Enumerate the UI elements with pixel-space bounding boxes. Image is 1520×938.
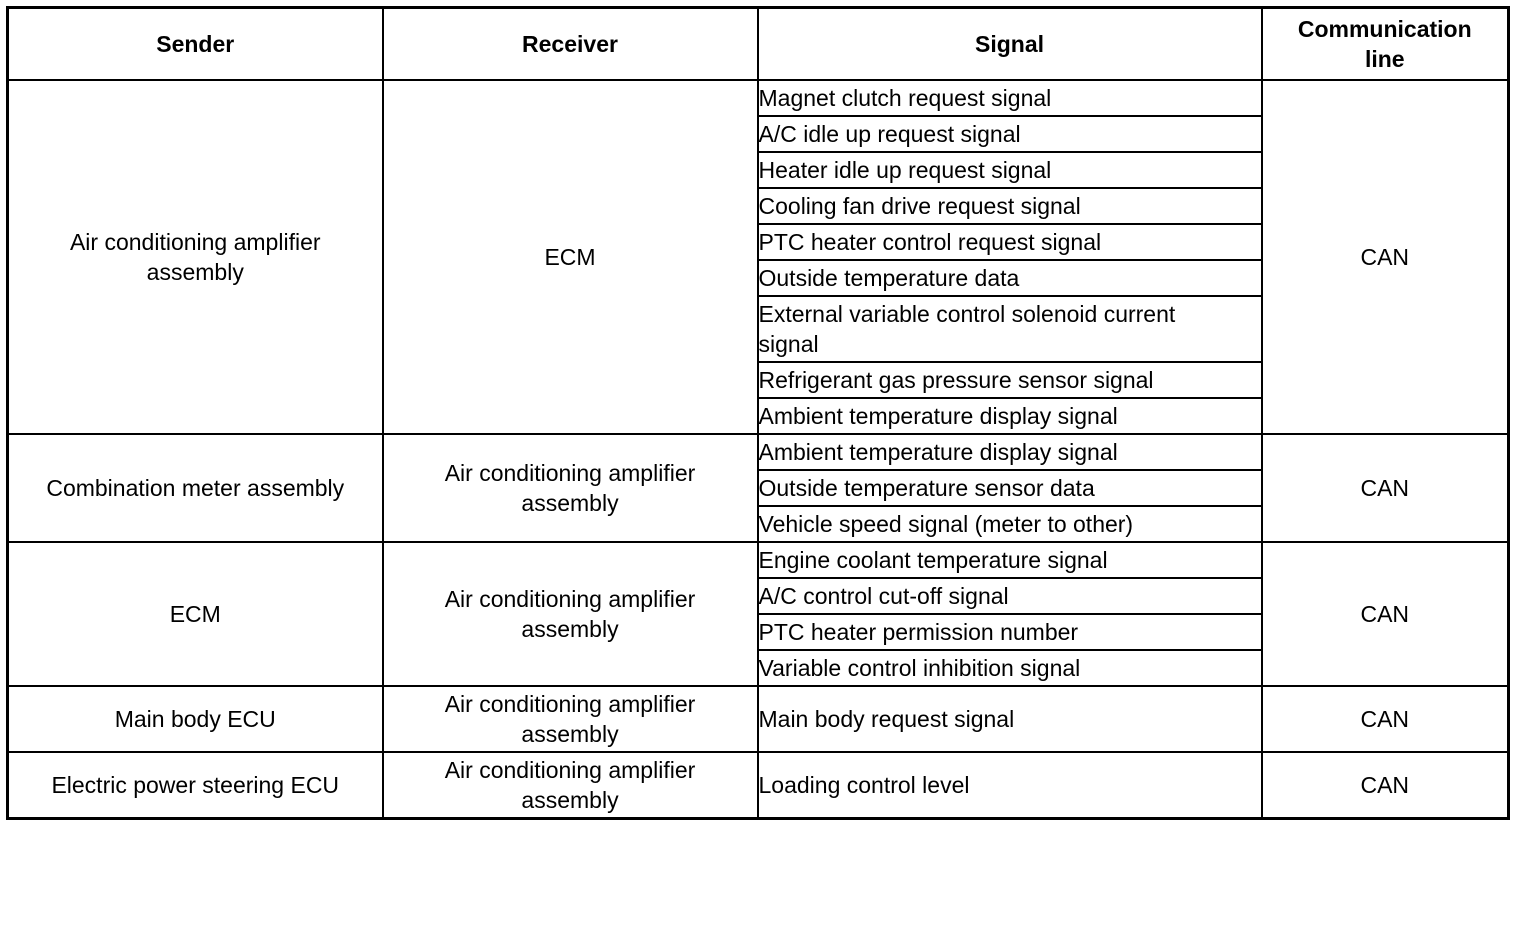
receiver-text: ECM: [544, 244, 596, 270]
receiver-cell: [383, 434, 758, 542]
sender-cell: [8, 686, 383, 752]
header-row: [8, 8, 1509, 81]
table-row: [8, 542, 1509, 578]
signal-cell: Heater idle up request signal: [758, 152, 1262, 188]
receiver-cell: [383, 542, 758, 686]
communication-line-cell: CAN: [1262, 752, 1509, 819]
signal-cell: Engine coolant temperature signal: [758, 542, 1262, 578]
signal-cell: Ambient temperature display signal: [758, 434, 1262, 470]
receiver-text: assembly: [521, 616, 619, 642]
receiver-text: assembly: [521, 490, 619, 516]
table-row: [8, 434, 1509, 470]
communication-line-cell: CAN: [1262, 434, 1509, 542]
receiver-cell: [383, 752, 758, 819]
receiver-text: assembly: [521, 787, 619, 813]
sender-text: Air conditioning amplifier: [69, 229, 321, 255]
signal-cell: A/C idle up request signal: [758, 116, 1262, 152]
header-line-text-1: Communication: [1297, 16, 1472, 42]
communication-line-cell: CAN: [1262, 542, 1509, 686]
table-row: [8, 80, 1509, 116]
communication-line-cell: CAN: [1262, 686, 1509, 752]
signal-cell: PTC heater control request signal: [758, 224, 1262, 260]
header-receiver: Receiver: [383, 8, 758, 81]
receiver-cell: [383, 686, 758, 752]
signal-cell: Refrigerant gas pressure sensor signal: [758, 362, 1262, 398]
signal-cell: A/C control cut-off signal: [758, 578, 1262, 614]
signal-text: External variable control solenoid current: [758, 301, 1176, 327]
can-communication-table: [6, 6, 1510, 820]
communication-line-cell: CAN: [1262, 80, 1509, 434]
sender-text: assembly: [146, 259, 244, 285]
signal-cell: PTC heater permission number: [758, 614, 1262, 650]
header-signal: Signal: [758, 8, 1262, 81]
sender-cell: [8, 752, 383, 819]
sender-text: ECM: [169, 601, 221, 627]
table-row: [8, 686, 1509, 752]
signal-cell: Outside temperature data: [758, 260, 1262, 296]
receiver-text: Air conditioning amplifier: [444, 691, 696, 717]
signal-text: signal: [758, 331, 819, 357]
signal-cell: Cooling fan drive request signal: [758, 188, 1262, 224]
signal-cell: Vehicle speed signal (meter to other): [758, 506, 1262, 542]
sender-text: Main body ECU: [114, 706, 276, 732]
sender-cell: [8, 542, 383, 686]
sender-cell: [8, 80, 383, 434]
signal-cell: Outside temperature sensor data: [758, 470, 1262, 506]
sender-text: Combination meter assembly: [46, 475, 345, 501]
signal-cell: Ambient temperature display signal: [758, 398, 1262, 434]
header-sender: Sender: [8, 8, 383, 81]
table-row: [8, 752, 1509, 819]
header-communication-line: [1262, 8, 1509, 81]
signal-cell: Variable control inhibition signal: [758, 650, 1262, 686]
receiver-cell: [383, 80, 758, 434]
sender-cell: [8, 434, 383, 542]
receiver-text: Air conditioning amplifier: [444, 757, 696, 783]
sender-text: Electric power steering ECU: [51, 772, 340, 798]
receiver-text: assembly: [521, 721, 619, 747]
receiver-text: Air conditioning amplifier: [444, 586, 696, 612]
signal-cell: [758, 296, 1262, 362]
signal-cell: Main body request signal: [758, 686, 1262, 752]
signal-cell: Magnet clutch request signal: [758, 80, 1262, 116]
signal-cell: Loading control level: [758, 752, 1262, 819]
receiver-text: Air conditioning amplifier: [444, 460, 696, 486]
header-line-text-2: line: [1364, 46, 1405, 72]
